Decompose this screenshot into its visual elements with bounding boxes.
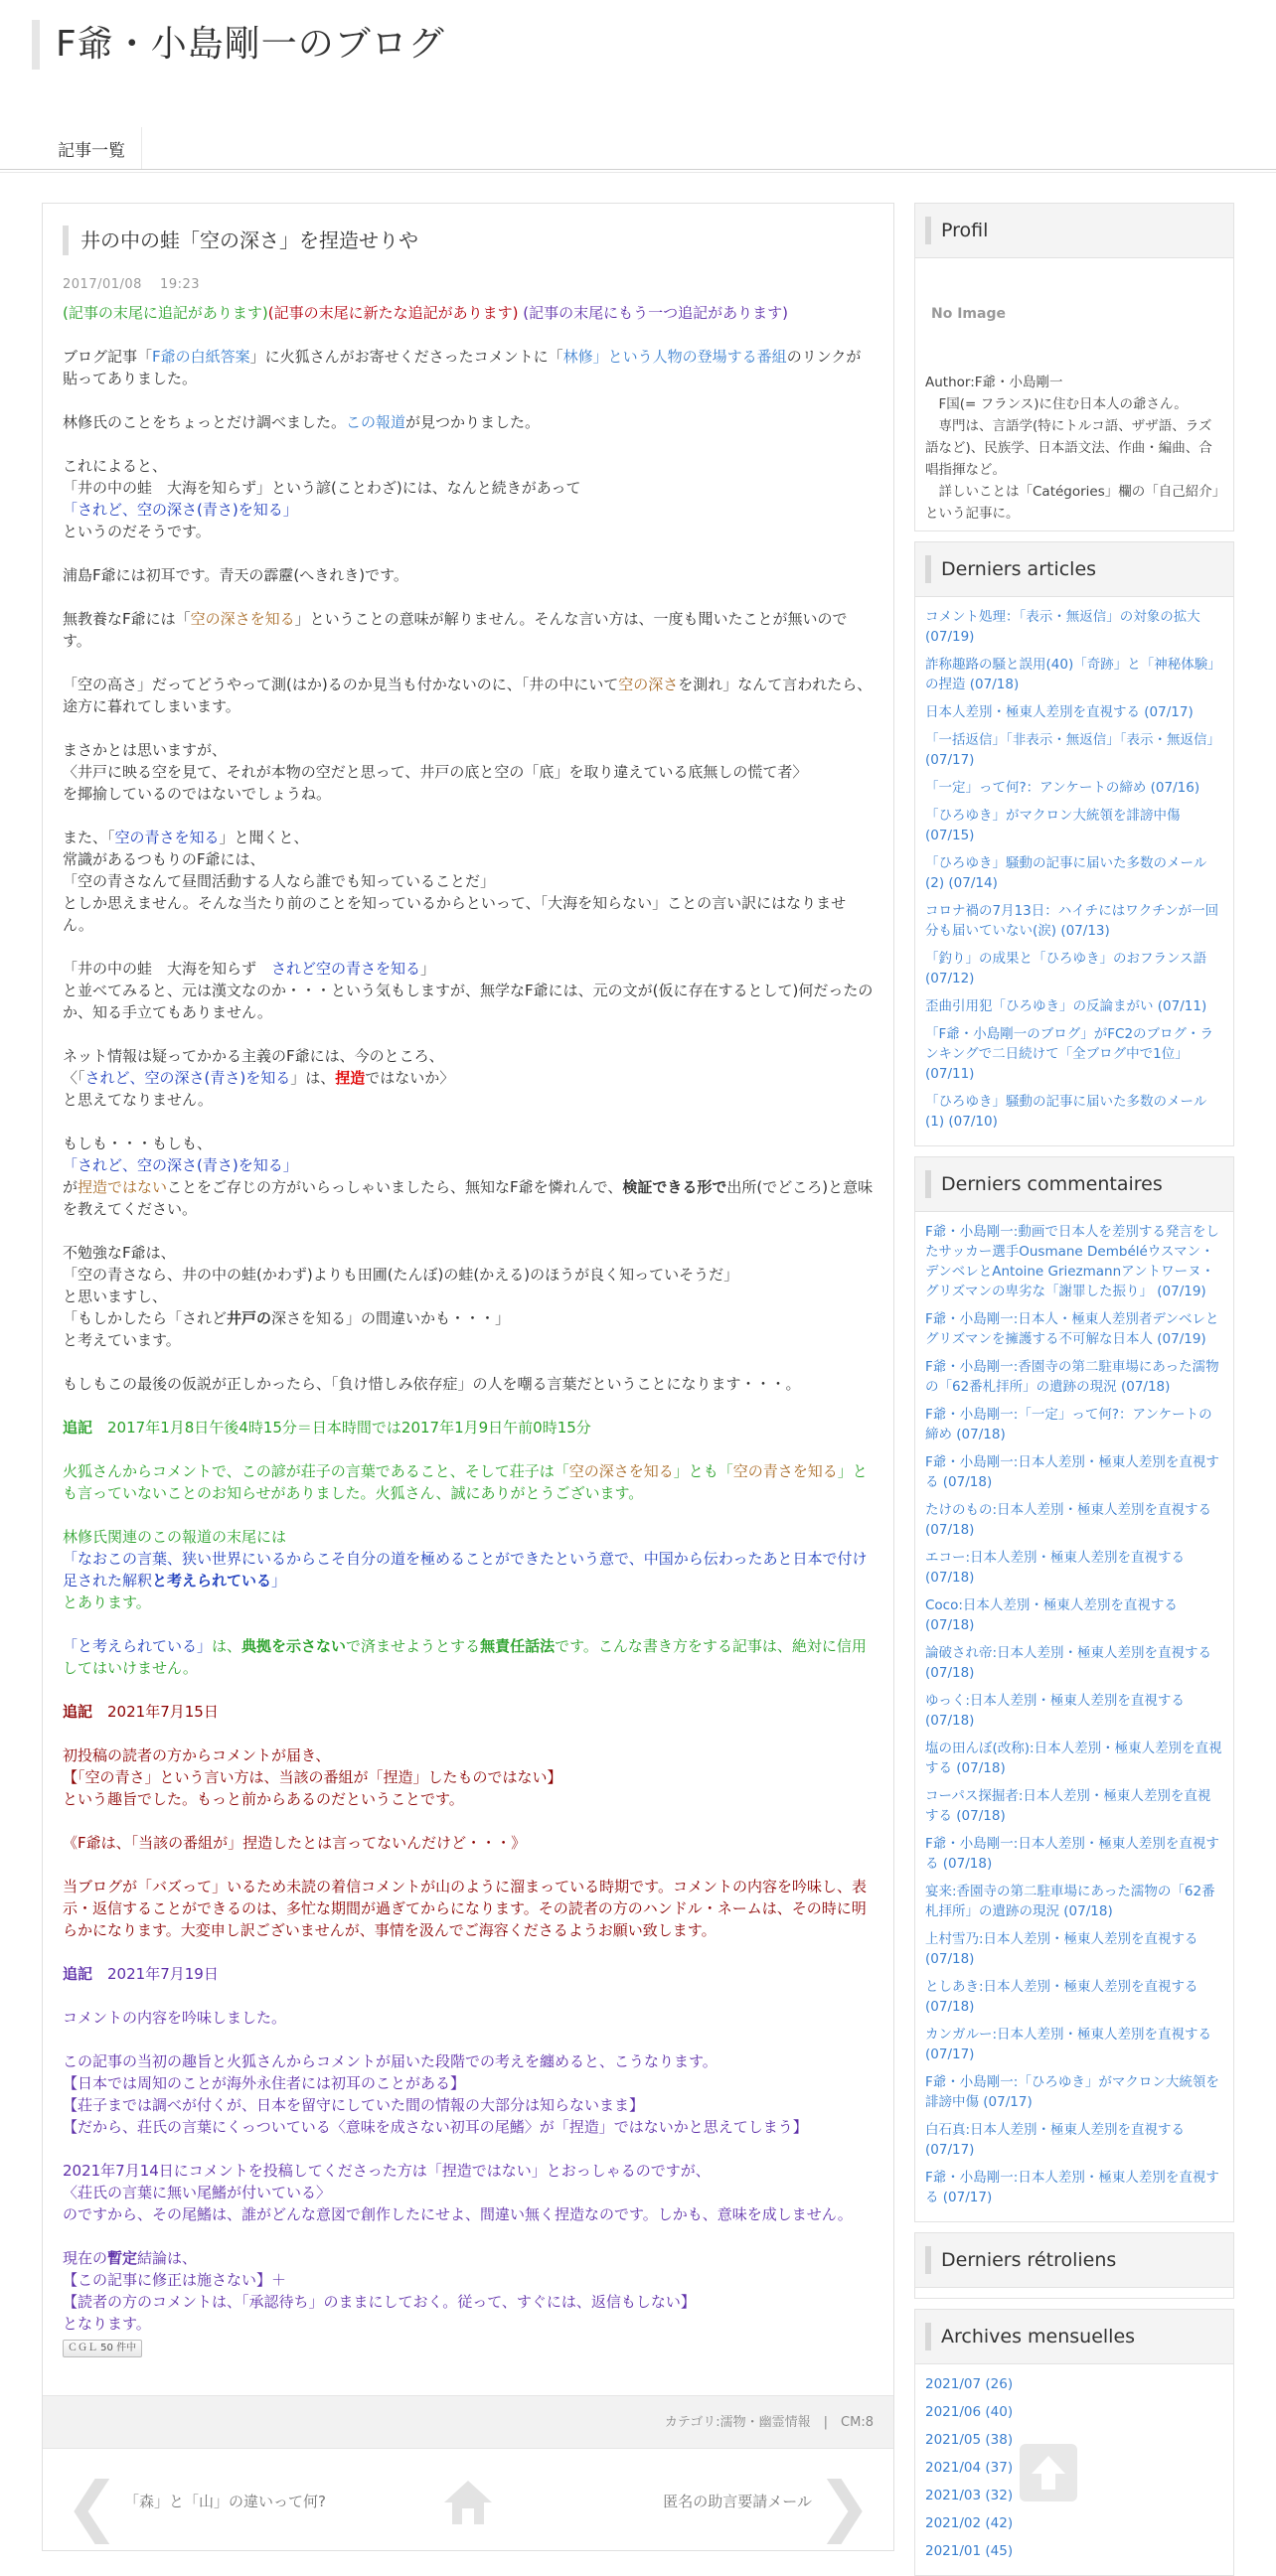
profile-text [925, 372, 1223, 525]
bold-text: 検証できる形で [622, 1178, 727, 1196]
article-body [63, 302, 874, 2357]
widget-title: Derniers commentaires [925, 1170, 1163, 1198]
highlight: 「なおこの言葉、狭い世界にいるからこそ自分の道を極めることができたという意で、中国から伝わったあと日本で付け足された解釈 [63, 1550, 868, 1590]
highlight: されど、空の深さ(青さ)を知る [84, 1069, 291, 1087]
highlight: 空の深さを知る [568, 1462, 674, 1480]
text: ネット情報は疑ってかかる主義のF爺には、今のところ、 [63, 1047, 444, 1065]
highlight: されど空の青さを知る [271, 960, 421, 978]
text: のですから、その尾鰭は、誰がどんな意図で創作したにせよ、間違い無く捏造なのです。しかも、意味を成しません。 [63, 2205, 853, 2223]
notice-2: (記事の末尾に新たな追記があります) [267, 304, 519, 322]
chevron-left-icon[interactable]: ❮ [65, 2468, 120, 2544]
recent-article-link[interactable]: 「一定」って何?：アンケートの締め (07/16) [925, 780, 1200, 796]
text: と並べてみると、元は漢文なのか・・・という気もしますが、無学なF爺には、元の文が(仮に存在するとして)何だったのか、知る手立てもありません。 [63, 982, 874, 1021]
nav-bar [42, 127, 142, 169]
text: 【「空の青さ」という言い方は、当該の番組が「捏造」したものではない】 [63, 1768, 562, 1786]
text: 不勉強なF爺は、 [63, 1244, 176, 1262]
widget-title: Derniers articles [925, 555, 1096, 583]
text: 専門は、言語学(特にトルコ語、ザザ語、ラズ語など)、民族学、日本語文法、作曲・編曲、合唱指揮など。 [925, 418, 1212, 478]
archive-month-link[interactable]: 2021/03 (32) [925, 2488, 1014, 2503]
paragraph: 浦島F爺には初耳です。青天の霹靂(へきれき)です。 [63, 566, 408, 584]
addendum-label: 追記 [63, 1965, 93, 1983]
highlight: 「されど、空の深さ(青さ)を知る」 [63, 1156, 298, 1174]
recent-article-link[interactable]: 日本人差別・極東人差別を直視する (07/17) [925, 704, 1194, 720]
archive-month-link[interactable]: 2021/04 (37) [925, 2460, 1014, 2476]
text: 【読者の方のコメントは、「承認待ち」のままにしておく。従って、すぐには、返信もしない】 [63, 2293, 696, 2311]
addendum-label: 追記 [63, 1419, 93, 1437]
recent-comment-link[interactable]: ゆっく:日本人差別・極東人差別を直視する (07/18) [925, 1693, 1185, 1729]
sidebar [914, 171, 1234, 2576]
text: というのだそうです。 [63, 523, 211, 540]
main-content [42, 203, 894, 2551]
text: 」は、 [290, 1069, 336, 1087]
text: です。こんな書き方をする記事は、絶対に信用してはいけません。 [63, 1637, 867, 1677]
text: 」に火狐さんがお寄せくださったコメントに「 [249, 348, 563, 366]
article [43, 204, 893, 2357]
recent-comment-link[interactable]: F爺・小島剛一:動画で日本人を差別する発言をしたサッカー選手Ousmane Dembéléウスマン・デンベレとAntoine Griezmannアントワーヌ・グリズマンの卑劣な「謝罪した振り」 (07/19) [925, 1224, 1219, 1299]
recent-comment-link[interactable]: 塩の田んぼ(改称):日本人差別・極東人差別を直視する (07/18) [925, 1741, 1222, 1776]
text: 〈荘氏の言葉に無い尾鰭が付いている〉 [63, 2184, 332, 2201]
widget-title: Archives mensuelles [925, 2323, 1135, 2350]
avatar: No Image [931, 306, 1006, 322]
home-icon[interactable] [440, 2475, 496, 2530]
recent-comment-link[interactable]: F爺・小島剛一:「一定」って何?：アンケートの締め (07/18) [925, 1407, 1212, 1442]
recent-comment-link[interactable]: カンガルー:日本人差別・極東人差別を直視する (07/17) [925, 2027, 1212, 2062]
highlight: 空の青さを知る [732, 1462, 838, 1480]
recent-comment-link[interactable]: F爺・小島剛一:日本人・極東人差別者デンベレとグリズマンを擁護する不可解な日本人 (07/19) [925, 1311, 1219, 1347]
text: と思えてなりません。 [63, 1091, 213, 1109]
text: 」ということの意味が解りません。そんな言い方は、一度も聞いたことが無いのです。 [63, 610, 848, 650]
recent-comment-link[interactable]: F爺・小島剛一:香園寺の第二駐車場にあった濡物の「62番札拝所」の遺跡の現況 (07/18) [925, 1359, 1219, 1395]
pager [43, 2451, 893, 2550]
text: とあります。 [63, 1593, 151, 1611]
chevron-right-icon[interactable]: ❯ [816, 2468, 872, 2544]
highlight: 空の深さ [618, 676, 679, 693]
quote-highlight: 「されど、空の深さ(青さ)を知る」 [63, 501, 298, 519]
text: 結論は、 [137, 2249, 198, 2267]
paragraph: 当ブログが「バズって」いるため未読の着信コメントが山のように溜まっている時期です。コメントの内容を吟味し、表示・返信することができるのは、多忙な期間が過ぎてからになります。その読者の方のハンドル・ネームは、その時に明らかになります。大変申し訳ございませんが、事情を汲んでご海容くださるようお願い致します。 [63, 1878, 867, 1939]
widget-body [915, 258, 1233, 530]
text: 無教養なF爺には「 [63, 610, 191, 628]
recent-article-link[interactable]: 「ひろゆき」がマクロン大統領を誹謗中傷 (07/15) [925, 808, 1181, 843]
recent-comment-link[interactable]: F爺・小島剛一:「ひろゆき」がマクロン大統領を誹謗中傷 (07/17) [925, 2074, 1219, 2110]
highlight: 空の深さを知る [190, 610, 295, 628]
recent-comment-link[interactable]: Coco:日本人差別・極東人差別を直視する (07/18) [925, 1597, 1178, 1633]
paragraph: コメントの内容を吟味しました。 [63, 2009, 287, 2027]
nav-item-article-list[interactable]: 記事一覧 [58, 140, 125, 161]
recent-articles-list [915, 597, 1233, 1145]
bold-text: 暫定 [107, 2249, 138, 2267]
widget-title: Derniers rétroliens [925, 2246, 1116, 2274]
text: 「井の中の蛙 大海を知らず [63, 960, 272, 978]
text: 2021年7月14日にコメントを投稿してくださった方は「捏造ではない」とおっしゃるのですが、 [63, 2162, 711, 2180]
text: は、 [212, 1637, 242, 1655]
paragraph: 《F爺は、「当該の番組が」捏造したとは言ってないんだけど・・・》 [63, 1834, 527, 1852]
article-date: 2017/01/08 19:23 [63, 277, 201, 292]
recent-article-link[interactable]: 「F爺・小島剛一のブログ」がFC2のブログ・ランキングで二日続けて「全ブログ中で1位」 (07/11) [925, 1026, 1214, 1082]
text: F国(= フランス)に住む日本人の爺さん。 [925, 396, 1188, 412]
text: ことをご存じの方がいらっしゃいましたら、無知なF爺を憐れんで、 [167, 1178, 623, 1196]
text: 現在の [63, 2249, 108, 2267]
text: 深さを知る」の間違いかも・・・」 [271, 1309, 511, 1327]
bold-text: 典拠を示さない [241, 1637, 347, 1655]
text: 」 [271, 1572, 287, 1590]
text: 【この記事に修正は施さない】＋ [63, 2271, 287, 2289]
recent-comments-widget [914, 1156, 1234, 2222]
recent-comment-link[interactable]: たけのもの:日本人差別・極東人差別を直視する (07/18) [925, 1502, 1212, 1538]
bold-text: 井戸の [227, 1309, 272, 1327]
text: という趣旨でした。もっと前からあるのだということです。 [63, 1790, 464, 1808]
text: 常識があるつもりのF爺には、 [63, 850, 265, 868]
text: 」と聞くと、 [219, 829, 309, 846]
text: 初投稿の読者の方からコメントが届き、 [63, 1746, 331, 1764]
text: となります。 [63, 2315, 151, 2333]
text: 「空の青さなんて昼間活動する人なら誰でも知っていることだ」 [63, 872, 496, 890]
link-hakushi-touan[interactable]: F爺の白紙答案 [152, 348, 250, 366]
back-to-top-button[interactable] [1020, 2444, 1077, 2501]
site-header [32, 20, 1244, 89]
header-divider [0, 169, 1276, 170]
next-article-link[interactable]: 匿名の助言要請メール [663, 2493, 812, 2510]
text: 火狐さんからコメントで、この諺が荘子の言葉であること、そして荘子は「 [63, 1462, 569, 1480]
recent-articles-widget [914, 541, 1234, 1146]
archive-month-link[interactable]: 2021/01 (45) [925, 2543, 1014, 2559]
archive-month-link[interactable]: 2021/05 (38) [925, 2432, 1014, 2448]
widget-header [915, 2232, 1233, 2288]
widget-header [915, 203, 1233, 258]
recent-comment-link[interactable]: エコー:日本人差別・極東人差別を直視する (07/18) [925, 1550, 1186, 1586]
text: が見つかりました。 [405, 413, 541, 431]
recent-article-link[interactable]: コメント処理：「表示・無返信」の対象の拡大 (07/19) [925, 609, 1200, 645]
text: 〈井戸に映る空を見て、それが本物の空だと思って、井戸の底と空の「底」を取り違えている底無しの慌て者〉 [63, 763, 808, 781]
text: ブログ記事「 [63, 348, 153, 366]
recent-article-link[interactable]: 詐称趣路の騒と誤用(40)「奇跡」と「神秘体験」の捏造 (07/18) [925, 657, 1221, 692]
profile-widget [914, 203, 1234, 531]
text: のリンクが貼ってありました。 [63, 348, 862, 387]
text: 【日本では周知のことが海外永住者には初耳のことがある】 [63, 2074, 466, 2092]
text: 「井の中の蛙 大海を知らず」という諺(ことわざ)には、なんと続きがあって [63, 479, 581, 497]
text: 詳しいことは「Catégories」欄の「自己紹介」という記事に。 [925, 484, 1219, 522]
recent-article-link[interactable]: 「ひろゆき」騒動の記事に届いた多数のメール(2) (07/14) [925, 855, 1207, 891]
addendum-date: 2021年7月15日 [92, 1703, 219, 1721]
addendum-date: 2017年1月8日午後4時15分＝日本時間では2017年1月9日午前0時15分 [92, 1419, 591, 1437]
text: もしも・・・もしも、 [63, 1135, 213, 1152]
recent-comment-link[interactable]: 上村雪乃:日本人差別・極東人差別を直視する (07/18) [925, 1931, 1198, 1967]
link-hayashi-program[interactable]: 林修」という人物の登場する番組 [562, 348, 787, 366]
counter-badge[interactable]: ＣＧＬ 50 件中 [63, 2340, 142, 2357]
text: 〈「 [63, 1069, 85, 1087]
recent-comment-link[interactable]: F爺・小島剛一:日本人差別・極東人差別を直視する (07/18) [925, 1454, 1219, 1490]
widget-header [915, 1156, 1233, 1212]
widget-header [915, 541, 1233, 597]
archives-widget [914, 2309, 1234, 2576]
trackbacks-widget [914, 2232, 1234, 2299]
highlight: 「と考えられている」 [63, 1637, 213, 1655]
recent-article-link[interactable]: 歪曲引用犯「ひろゆき」の反論まがい (07/11) [925, 998, 1207, 1014]
text: これによると、 [63, 457, 168, 475]
recent-article-link[interactable]: 「一括返信」「非表示・無返信」「表示・無返信」 (07/17) [925, 732, 1220, 768]
arrow-up-icon [1020, 2444, 1077, 2501]
archive-month-link[interactable]: 2021/06 (40) [925, 2404, 1014, 2420]
addendum-label: 追記 [63, 1703, 93, 1721]
link-houdou[interactable]: この報道 [346, 413, 406, 431]
text: と考えています。 [63, 1331, 181, 1349]
text: 」とも言っていないことのお知らせがありました。火狐さん、誠にありがとうございます。 [63, 1462, 868, 1502]
text: が [63, 1178, 79, 1196]
text: と思いますし、 [63, 1288, 168, 1305]
text: 林修氏のことをちょっとだけ調べました。 [63, 413, 347, 431]
text: 「空の高さ」だってどうやって測(はか)るのか見当も付かないのに、「井の中にいて [63, 676, 619, 693]
notice-3: (記事の末尾にもう一つ追記があります) [523, 304, 788, 322]
recent-article-link[interactable]: 「釣り」の成果と「ひろゆき」のおフランス語 (07/12) [925, 951, 1207, 986]
article-meta-bar[interactable]: カテゴリ:濡物・幽霊情報 | CM:8 [43, 2395, 893, 2449]
paragraph: もしもこの最後の仮説が正しかったら、「負け惜しみ依存症」の人を嘲る言葉だということになります・・・。 [63, 1375, 801, 1393]
recent-comments-list [915, 1212, 1233, 2221]
text: まさかとは思いますが、 [63, 741, 228, 759]
article-title[interactable]: 井の中の蛙「空の深さ」を捏造せりや [63, 226, 874, 255]
text: この記事の当初の趣旨と火狐さんからコメントが届いた段階での考えを纏めると、こうなります。 [63, 2052, 718, 2070]
notice-1: (記事の末尾に追記があります) [63, 304, 268, 322]
text: で済ませようとする [346, 1637, 481, 1655]
text: としか思えません。そんな当たり前のことを知っているからといって、「大海を知らない」ことの言い訳にはなりません。 [63, 894, 847, 934]
highlight: 捏造ではない [78, 1178, 168, 1196]
archive-month-link[interactable]: 2021/02 (42) [925, 2515, 1014, 2531]
highlight-red: 捏造 [335, 1069, 366, 1087]
addendum-date: 2021年7月19日 [92, 1965, 219, 1983]
archive-month-link[interactable]: 2021/07 (26) [925, 2376, 1014, 2392]
widget-header [915, 2309, 1233, 2364]
text: を揶揄しているのではないでしょうね。 [63, 785, 332, 803]
site-title[interactable]: F爺・小島剛一のブログ [32, 20, 1244, 70]
prev-article-link[interactable]: 「森」と「山」の違いって何? [124, 2493, 326, 2510]
recent-article-link[interactable]: コロナ禍の7月13日：ハイチにはワクチンが一回分も届いていない(涙) (07/13) [925, 903, 1219, 939]
text: 「もしかしたら「されど [63, 1309, 228, 1327]
text: 【荘子までは調べが付くが、日本を留守にしていた間の情報の大部分は知らないまま】 [63, 2096, 645, 2114]
text: 」とも「 [673, 1462, 733, 1480]
bold-text: 無責任話法 [480, 1637, 556, 1655]
text: 【だから、荘氏の言葉にくっついている〈意味を成さない初耳の尾鰭〉が「捏造」ではないかと思えてしまう】 [63, 2118, 808, 2136]
text: 「空の青さなら、井の中の蛙(かわず)よりも田圃(たんぼ)の蛙(かえる)のほうが良く知っていそうだ」 [63, 1266, 739, 1284]
recent-comment-link[interactable]: としあき:日本人差別・極東人差別を直視する (07/18) [925, 1979, 1198, 2015]
text: また、「 [63, 829, 115, 846]
text: Author:F爺・小島剛一 [925, 375, 1063, 390]
text: を測れ」なんて言われたら、途方に暮れてしまいます。 [63, 676, 873, 715]
recent-comment-link[interactable]: F爺・小島剛一:日本人差別・極東人差別を直視する (07/17) [925, 2170, 1219, 2205]
recent-comment-link[interactable]: 論破され帝:日本人差別・極東人差別を直視する (07/18) [925, 1645, 1212, 1681]
text: 林修氏関連のこの報道の末尾には [63, 1528, 287, 1546]
highlight: 空の青さを知る [114, 829, 220, 846]
text: 」 [420, 960, 436, 978]
bold-text: と考えられている [152, 1572, 272, 1590]
text: 出所(でどころ)と意味を教えてください。 [63, 1178, 874, 1218]
recent-comment-link[interactable]: 宴来:香園寺の第二駐車場にあった濡物の「62番札拝所」の遺跡の現況 (07/18) [925, 1884, 1215, 1919]
recent-comment-link[interactable]: 白石真:日本人差別・極東人差別を直視する (07/17) [925, 2122, 1186, 2158]
recent-comment-link[interactable]: F爺・小島剛一:日本人差別・極東人差別を直視する (07/18) [925, 1836, 1219, 1872]
recent-article-link[interactable]: 「ひろゆき」騒動の記事に届いた多数のメール(1) (07/10) [925, 1094, 1207, 1130]
text: ではないか〉 [365, 1069, 455, 1087]
recent-comment-link[interactable]: コーパス探掘者:日本人差別・極東人差別を直視する (07/18) [925, 1788, 1211, 1824]
widget-title: Profil [925, 217, 988, 244]
